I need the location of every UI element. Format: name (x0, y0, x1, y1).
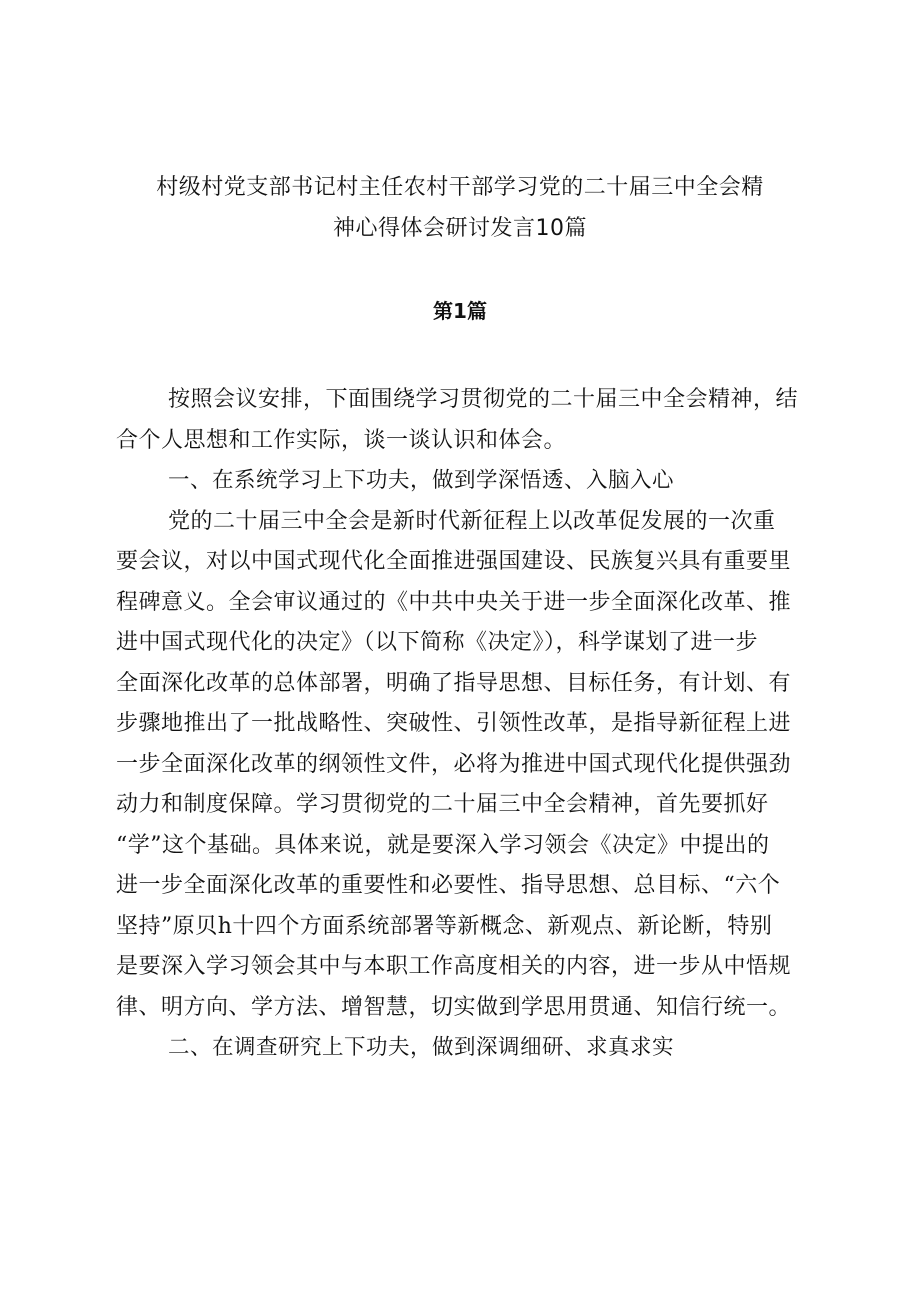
paragraph-line: 律、明方向、学方法、增智慧，切实做到学思用贯通、知信行统一。 (116, 994, 792, 1020)
paragraph-line: “学”这个基础。具体来说，就是要深入学习领会《决定》中提出的 (116, 832, 770, 858)
paragraph-line: 合个人思想和工作实际，谈一谈认识和体会。 (116, 427, 567, 453)
paragraph-line: 动力和制度保障。学习贯彻党的二十届三中全会精神，首先要抓好 (116, 792, 769, 817)
paragraph-line: 要会议，对以中国式现代化全面推进强国建设、民族复兴具有重要里 (116, 549, 792, 574)
paragraph-line: 是要深入学习领会其中与本职工作高度相关的内容，进一步从中悟规 (116, 954, 792, 979)
article-heading: 第1篇 (433, 299, 487, 323)
paragraph-line: 程碑意义。全会审议通过的《中共中央关于进一步全面深化改革、推 (116, 589, 792, 615)
title-line: 村级村党支部书记村主任农村干部学习党的二十届三中全会精 (156, 175, 764, 200)
paragraph-line: 进中国式现代化的决定》（以下简称《决定》），科学谋划了进一步 (116, 630, 759, 655)
document-title (120, 168, 800, 249)
paragraph-line: 一步全面深化改革的纲领性文件，必将为推进中国式现代化提供强劲 (116, 751, 792, 777)
section-heading: 二、在调查研究上下功夫，做到深调细研、求真求实 (168, 1035, 675, 1060)
paragraph-line: 进一步全面深化改革的重要性和必要性、指导思想、总目标、“六个 (116, 873, 781, 898)
paragraph-line: 党的二十届三中全会是新时代新征程上以改革促发展的一次重 (168, 508, 776, 534)
document-body (116, 380, 816, 1069)
paragraph-line: 坚持”原贝h十四个方面系统部署等新概念、新观点、新论断，特别 (116, 913, 773, 939)
paragraph-line: 按照会议安排，下面围绕学习贯彻党的二十届三中全会精神，结 (168, 387, 799, 412)
paragraph-line: 步骤地推出了一批战略性、突破性、引领性改革，是指导新征程上进 (116, 711, 792, 736)
section-heading: 一、在系统学习上下功夫，做到学深悟透、入脑入心 (168, 468, 675, 493)
title-line: 神心得体会研讨发言10篇 (333, 215, 587, 241)
paragraph-line: 全面深化改革的总体部署，明确了指导思想、目标任务，有计划、有 (116, 670, 792, 696)
